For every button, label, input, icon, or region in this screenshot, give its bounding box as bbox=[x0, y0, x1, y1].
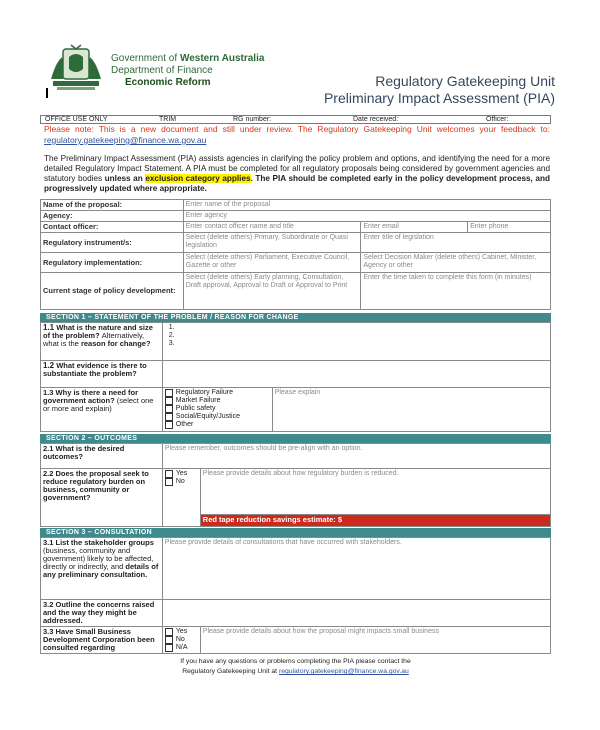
intro-part3: . The PIA should be completed early in the policy development process, and progressively updated where appropriate. bbox=[44, 174, 550, 193]
checkbox[interactable] bbox=[165, 470, 173, 478]
option-label: Yes bbox=[175, 470, 188, 477]
q2-2-label: 2.2 Does the proposal seek to reduce regulatory burden on business, community or government? bbox=[41, 469, 163, 527]
q3-1-bold2: details of any preliminary consultation. bbox=[43, 562, 159, 579]
q1-2-text: What evidence is there to substantiate the problem? bbox=[43, 361, 147, 378]
q1-3-number: 1.3 bbox=[43, 388, 54, 397]
implementation-field[interactable]: Select (delete others) Parliament, Executive Council, Gazette or other bbox=[183, 253, 361, 273]
q3-1-bold: 3.1 List the stakeholder groups bbox=[43, 538, 154, 547]
option-label: Public safety bbox=[175, 405, 216, 412]
q2-1-label: 2.1 What is the desired outcomes? bbox=[41, 444, 163, 469]
q3-2-label: 3.2 Outline the concerns raised and the way they might be addressed. bbox=[41, 600, 163, 627]
option-yes[interactable] bbox=[165, 470, 198, 478]
q1-3-options bbox=[162, 388, 272, 432]
option-social-equity[interactable] bbox=[165, 413, 270, 421]
option-label: Regulatory Failure bbox=[175, 389, 233, 396]
intro-paragraph bbox=[44, 154, 550, 194]
checkbox[interactable] bbox=[165, 405, 173, 413]
checkbox[interactable] bbox=[165, 478, 173, 486]
q2-1-answer[interactable]: Please remember, outcomes should be pre-align with an option. bbox=[162, 444, 550, 469]
trim-label: TRIM bbox=[159, 116, 177, 123]
option-public-safety[interactable] bbox=[165, 405, 270, 413]
section3-table bbox=[40, 537, 551, 654]
red-tape-savings-field[interactable]: Red tape reduction savings estimate: $ bbox=[200, 515, 550, 527]
date-received-label: Date received: bbox=[353, 116, 399, 123]
option-label: Yes bbox=[175, 628, 188, 635]
officer-label: Officer: bbox=[486, 116, 509, 123]
q1-2-answer[interactable] bbox=[162, 361, 550, 388]
proposal-details-table bbox=[40, 199, 551, 310]
intro-unless: unless an bbox=[104, 174, 143, 183]
agency-label: Agency: bbox=[41, 211, 184, 222]
option-market-failure[interactable] bbox=[165, 397, 270, 405]
email-field[interactable]: Enter email bbox=[361, 222, 468, 233]
checkbox[interactable] bbox=[165, 636, 173, 644]
q1-2-number: 1.2 bbox=[43, 361, 55, 370]
q1-1-bold: What is the nature and size of the problem? bbox=[43, 323, 153, 340]
q1-3-explain-field[interactable]: Please explain bbox=[272, 388, 550, 432]
option-no[interactable] bbox=[165, 478, 198, 486]
proposal-name-label: Name of the proposal: bbox=[41, 200, 184, 211]
option-label: Social/Equity/Justice bbox=[175, 413, 240, 420]
legislation-title-field[interactable]: Enter title of legislation bbox=[361, 233, 551, 253]
checkbox[interactable] bbox=[165, 389, 173, 397]
time-taken-field[interactable]: Enter the time taken to complete this form (in minutes) bbox=[361, 273, 551, 310]
section1-heading: SECTION 1 – STATEMENT OF THE PROBLEM / REASON FOR CHANGE bbox=[40, 313, 551, 322]
review-note bbox=[44, 124, 550, 146]
footer-prefix: Regulatory Gatekeeping Unit at bbox=[182, 668, 278, 675]
list-item-3: 3. bbox=[168, 340, 175, 347]
contact-officer-field[interactable]: Enter contact officer name and title bbox=[183, 222, 361, 233]
checkbox[interactable] bbox=[165, 628, 173, 636]
wa-crest-icon bbox=[47, 43, 105, 93]
q2-2-answer[interactable]: Please provide details about how regulatory burden is reduced. bbox=[200, 469, 550, 515]
economic-reform: Economic Reform bbox=[125, 77, 211, 88]
section3-heading: SECTION 3 – CONSULTATION bbox=[40, 528, 551, 537]
q3-3-label: 3.3 Have Small Business Development Corporation been consulted regarding bbox=[41, 627, 163, 654]
option-label: N/A bbox=[175, 644, 188, 651]
q3-2-answer[interactable] bbox=[162, 600, 550, 627]
list-item-1: 1. bbox=[168, 324, 175, 331]
text-cursor bbox=[46, 88, 48, 98]
option-label: No bbox=[175, 478, 185, 485]
q3-1-answer[interactable]: Please provide details of consultations that have occurred with stakeholders. bbox=[162, 538, 550, 600]
option-no[interactable] bbox=[165, 636, 198, 644]
note-text: Please note: This is a new document and still under review. The Regulatory Gatekeeping Unit welcomes your feedback to: bbox=[44, 124, 550, 134]
section2-table bbox=[40, 443, 551, 527]
list-item-2: 2. bbox=[168, 332, 175, 339]
phone-field[interactable]: Enter phone bbox=[468, 222, 551, 233]
option-label: Market Failure bbox=[175, 397, 221, 404]
q3-3-answer[interactable]: Please provide details about how the proposal might impacts small business bbox=[200, 627, 550, 654]
office-use-label: OFFICE USE ONLY bbox=[45, 116, 108, 123]
department-name: Department of Finance bbox=[111, 65, 213, 76]
rg-number-label: RG number: bbox=[233, 116, 272, 123]
q1-3-label bbox=[41, 388, 163, 432]
footer-email-link[interactable]: regulatory.gatekeeping@finance.wa.gov.au bbox=[278, 668, 409, 675]
q3-1-norm: (business, community and government) likely to be affected, directly or indirectly, and bbox=[43, 546, 154, 571]
checkbox[interactable] bbox=[165, 413, 173, 421]
feedback-email-link[interactable]: regulatory.gatekeeping@finance.wa.gov.au bbox=[44, 135, 207, 145]
q1-2-label bbox=[41, 361, 163, 388]
government-branding bbox=[111, 53, 264, 89]
footer-line2 bbox=[40, 667, 551, 677]
contact-officer-label: Contact officer: bbox=[41, 222, 184, 233]
unit-title: Regulatory Gatekeeping Unit bbox=[375, 73, 555, 89]
q1-1-number: 1.1 bbox=[43, 323, 55, 332]
section2-heading: SECTION 2 – OUTCOMES bbox=[40, 434, 551, 443]
form-title: Preliminary Impact Assessment (PIA) bbox=[323, 90, 555, 106]
implementation-label: Regulatory implementation: bbox=[41, 253, 184, 273]
q1-1-answer[interactable] bbox=[162, 323, 550, 361]
option-label: No bbox=[175, 636, 185, 643]
section1-table bbox=[40, 322, 551, 432]
option-yes[interactable] bbox=[165, 628, 198, 636]
stage-label: Current stage of policy development: bbox=[41, 273, 184, 310]
office-use-row bbox=[40, 115, 551, 124]
q3-1-label bbox=[41, 538, 163, 600]
instruments-field[interactable]: Select (delete others) Primary, Subordinate or Quasi legislation bbox=[183, 233, 361, 253]
proposal-name-field[interactable]: Enter name of the proposal bbox=[183, 200, 550, 211]
option-na[interactable] bbox=[165, 644, 198, 652]
footer-contact bbox=[40, 657, 551, 677]
q1-3-bold: Why is there a need for government action? bbox=[43, 388, 139, 405]
gov-state: Western Australia bbox=[179, 53, 265, 64]
q3-3-options bbox=[162, 627, 200, 654]
agency-field[interactable]: Enter agency bbox=[183, 211, 550, 222]
checkbox[interactable] bbox=[165, 644, 173, 652]
q2-2-options bbox=[162, 469, 200, 527]
gov-prefix: Government of bbox=[111, 53, 178, 64]
checkbox[interactable] bbox=[165, 421, 173, 429]
instruments-label: Regulatory instrument/s: bbox=[41, 233, 184, 253]
footer-line1: If you have any questions or problems completing the PIA please contact the bbox=[180, 658, 411, 665]
option-label: Other bbox=[175, 421, 194, 428]
intro-highlight: exclusion category applies bbox=[145, 174, 251, 183]
checkbox[interactable] bbox=[165, 397, 173, 405]
decision-maker-field[interactable]: Select Decision Maker (delete others) Cabinet, Minister, Agency or other bbox=[361, 253, 551, 273]
option-regulatory-failure[interactable] bbox=[165, 389, 270, 397]
q1-3-norm: (select one or more and explain) bbox=[43, 396, 154, 413]
q1-1-norm: Alternatively, what is the bbox=[43, 331, 145, 348]
intro-part1: The Preliminary Impact Assessment (PIA) assists agencies in clarifying the policy problem and options, and identifying the need for a more detailed Regulatory Impact Statement. A PIA must be completed for all regulatory proposals being considered by government agencies and statutory bodies bbox=[44, 154, 550, 183]
q1-1-bold2: reason for change? bbox=[80, 339, 151, 348]
option-other[interactable] bbox=[165, 421, 270, 429]
stage-field[interactable]: Select (delete others) Early planning, Consultation, Draft approval, Approval to Draft or Approval to Print bbox=[183, 273, 361, 310]
q1-1-label bbox=[41, 323, 163, 361]
